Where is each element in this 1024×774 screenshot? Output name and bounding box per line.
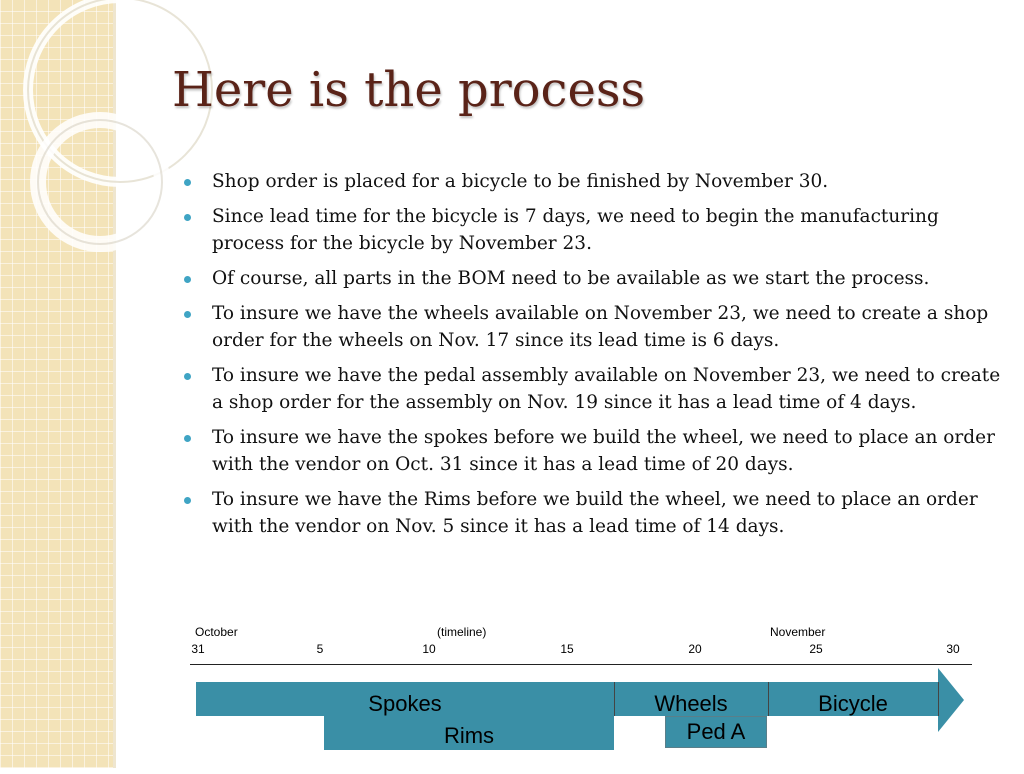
bullet-text: Of course, all parts in the BOM need to be available as we start the process.	[212, 268, 930, 289]
bar-divider	[768, 682, 769, 716]
slide-title: Here is the process	[172, 62, 646, 118]
bar-label: Bicycle	[818, 691, 888, 716]
timeline-tick: 30	[946, 642, 960, 656]
bullet-text: To insure we have the pedal assembly available on November 23, we need to create a shop order for the assembly on Nov. 19 since it has a lead time of 4 days.	[212, 365, 1001, 413]
bar-label: Spokes	[368, 691, 442, 716]
bar-wheels	[614, 682, 768, 716]
timeline-tick: 5	[316, 642, 324, 656]
timeline-caption: (timeline)	[437, 625, 487, 639]
bullet-text: To insure we have the wheels available on November 23, we need to create a shop order for the wheels on Nov. 17 since its lead time is 6 days.	[212, 303, 989, 351]
timeline-tick: 31	[191, 642, 205, 656]
bar-label: Wheels	[654, 691, 728, 716]
bar-label: Rims	[443, 723, 495, 748]
timeline-month-october: October	[195, 625, 238, 639]
bar-label: Ped A	[686, 719, 746, 744]
timeline-tick: 25	[809, 642, 823, 656]
timeline-tick: 15	[560, 642, 574, 656]
timeline-tick: 20	[688, 642, 702, 656]
timeline-axis	[190, 664, 972, 665]
bar-divider	[938, 682, 939, 716]
timeline-month-november: November	[770, 625, 826, 639]
bullet-text: Since lead time for the bicycle is 7 days, we need to begin the manufacturing process for the bicycle by November 23.	[212, 206, 939, 254]
bar-divider	[614, 682, 615, 716]
bar-bicycle	[768, 682, 938, 716]
timeline-tick: 10	[422, 642, 436, 656]
bar-spokes	[196, 682, 614, 716]
bullet-text: To insure we have the spokes before we build the wheel, we need to place an order with the vendor on Oct. 31 since it has a lead time of 20 days.	[212, 427, 995, 475]
bullet-text: To insure we have the Rims before we build the wheel, we need to place an order with the vendor on Nov. 5 since it has a lead time of 14 days.	[212, 489, 978, 537]
bullet-text: Shop order is placed for a bicycle to be finished by November 30.	[212, 171, 829, 192]
